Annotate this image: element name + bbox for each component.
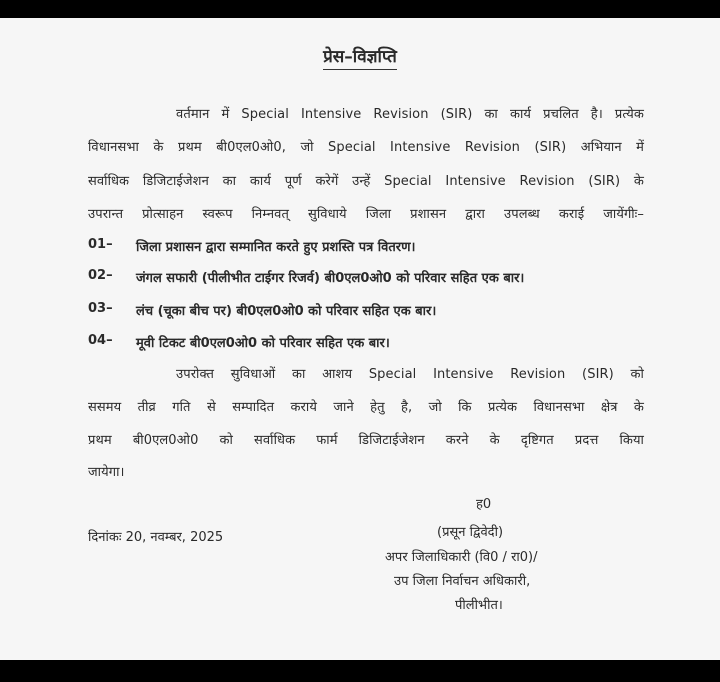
issue-date: दिनांकः 20, नवम्बर, 2025: [88, 530, 224, 545]
signatory-place: पीलीभीत।: [455, 598, 503, 613]
item-3-number: 03–: [88, 301, 113, 316]
para1-line-2: विधानसभा के प्रथम बी0एल0ओ0, जो Special Intensive Revision (SIR) अभियान में: [88, 140, 644, 155]
para1-line-3: सर्वाधिक डिजिटाईजेशन का कार्य पूर्ण करेगें उन्हें Special Intensive Revision (SIR) के: [88, 174, 644, 189]
para1-line-4: उपरान्त प्रोत्साहन स्वरूप निम्नवत् सुविधाये जिला प्रशासन द्वारा उपलब्ध कराई जायेंगीः–: [88, 207, 644, 222]
signature-mark: ह0: [476, 497, 492, 512]
item-4-number: 04–: [88, 333, 113, 348]
signatory-name: (प्रसून द्विवेदी): [437, 525, 504, 540]
document-title: [0, 44, 720, 67]
para2-line-3: प्रथम बी0एल0ओ0 को सर्वाधिक फार्म डिजिटाईजेशन करने के दृष्टिगत प्रदत्त किया: [88, 433, 644, 448]
item-1-text: जिला प्रशासन द्वारा सम्मानित करते हुए प्रशस्ति पत्र वितरण।: [136, 240, 416, 255]
item-3-text: लंच (चूका बीच पर) बी0एल0ओ0 को परिवार सहित एक बार।: [136, 304, 437, 319]
signatory-designation-1: अपर जिलाधिकारी (वि0 / रा0)/: [385, 550, 538, 565]
item-4-text: मूवी टिकट बी0एल0ओ0 को परिवार सहित एक बार।: [136, 336, 390, 351]
item-2-number: 02–: [88, 268, 113, 283]
para1-line-1: वर्तमान में Special Intensive Revision (SIR) का कार्य प्रचलित है। प्रत्येक: [176, 107, 644, 122]
item-1-number: 01–: [88, 237, 113, 252]
item-2-text: जंगल सफारी (पीलीभीत टाईगर रिजर्व) बी0एल0ओ0 को परिवार सहित एक बार।: [136, 271, 525, 286]
para2-line-1: उपरोक्त सुविधाओं का आशय Special Intensive Revision (SIR) को: [176, 367, 644, 382]
para2-line-4: जायेगा।: [88, 465, 125, 480]
title-text: प्रेस–विज्ञप्ति: [323, 47, 397, 70]
signatory-designation-2: उप जिला निर्वाचन अधिकारी,: [394, 574, 531, 589]
para2-line-2: ससमय तीव्र गति से सम्पादित कराये जाने हेतु है, जो कि प्रत्येक विधानसभा क्षेत्र के: [88, 400, 644, 415]
